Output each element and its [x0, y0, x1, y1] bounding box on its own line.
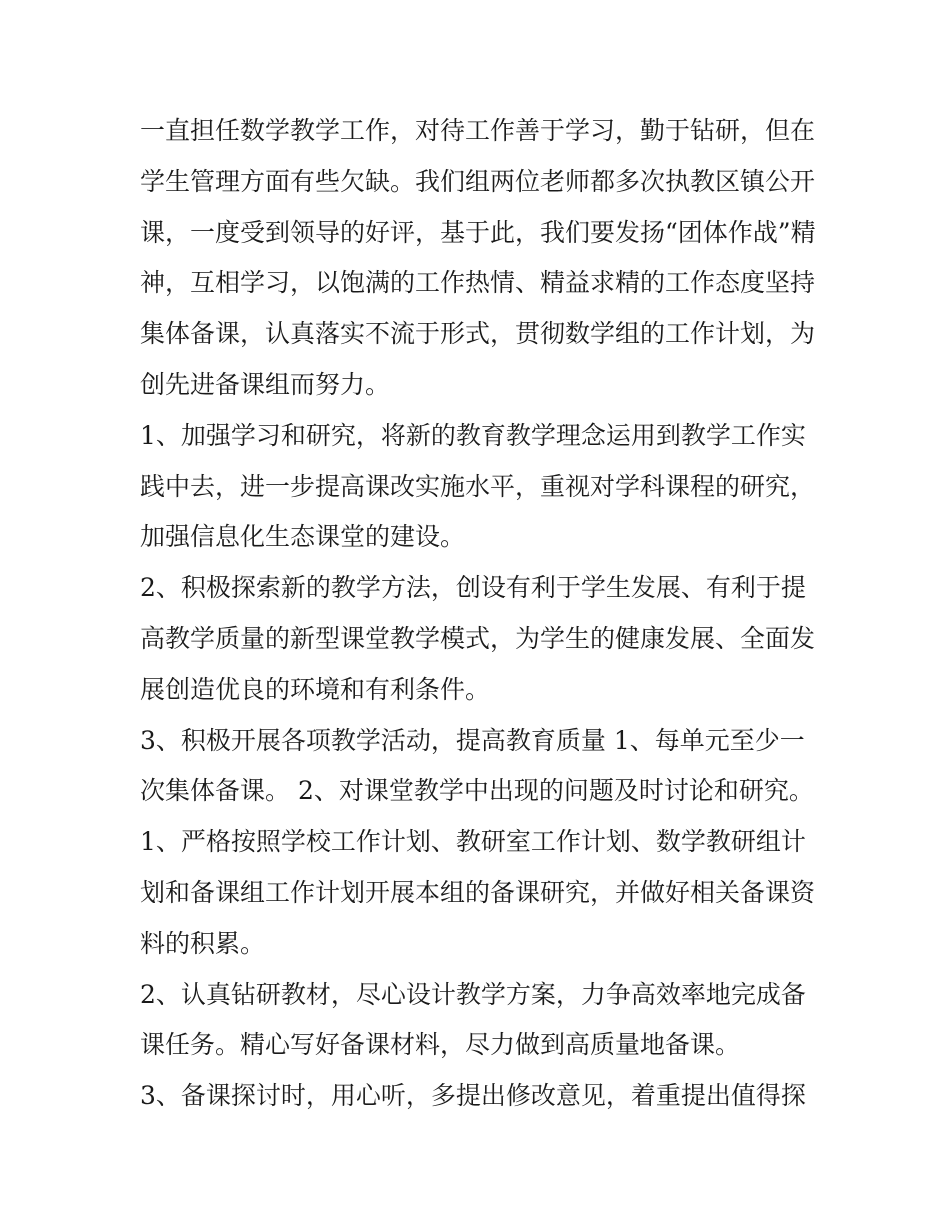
- text-line: 一直担任数学教学工作，对待工作善于学习，勤于钻研，但在: [140, 116, 816, 145]
- text-line: 神，互相学习，以饱满的工作热情、精益求精的工作态度坚持: [140, 268, 816, 298]
- text-line: 料的积累。: [140, 928, 266, 958]
- paragraph-item-1-plan: [140, 817, 830, 969]
- paragraph-item-3-activities: [140, 716, 830, 818]
- text-line: 高教学质量的新型课堂教学模式，为学生的健康发展、全面发: [140, 623, 816, 653]
- text-line: 3、积极开展各项教学活动，提高教育质量 1、每单元至少一: [140, 725, 805, 755]
- text-line: 学生管理方面有些欠缺。我们组两位老师都多次执教区镇公开: [140, 166, 816, 196]
- text-line: 集体备课，认真落实不流于形式，贯彻数学组的工作计划，为: [140, 319, 816, 349]
- paragraph-item-2-methods: [140, 563, 830, 715]
- text-line: 践中去，进一步提高课改实施水平，重视对学科课程的研究，: [140, 471, 816, 501]
- text-line: 划和备课组工作计划开展本组的备课研究，并做好相关备课资: [140, 877, 816, 907]
- text-line: 3、备课探讨时，用心听，多提出修改意见，着重提出值得探: [140, 1081, 806, 1111]
- document-body: [140, 106, 830, 1122]
- paragraph-intro: [140, 106, 830, 411]
- paragraph-item-3-discussion: [140, 1071, 830, 1122]
- text-line: 次集体备课。 2、对课堂教学中出现的问题及时讨论和研究。: [140, 776, 814, 806]
- text-line: 加强信息化生态课堂的建设。: [140, 522, 466, 552]
- text-line: 2、认真钻研教材，尽心设计教学方案，力争高效率地完成备: [140, 979, 806, 1009]
- text-line: 课任务。精心写好备课材料，尽力做到高质量地备课。: [140, 1030, 741, 1060]
- text-line: 2、积极探索新的教学方法，创设有利于学生发展、有利于提: [140, 573, 806, 603]
- text-line: 课，一度受到领导的好评，基于此，我们要发扬“团体作战”精: [140, 217, 816, 247]
- paragraph-item-1-study: [140, 411, 830, 563]
- text-line: 展创造优良的环境和有利条件。: [140, 674, 491, 704]
- text-line: 创先进备课组而努力。: [140, 369, 391, 399]
- paragraph-item-2-materials: [140, 970, 830, 1072]
- text-line: 1、严格按照学校工作计划、教研室工作计划、数学教研组计: [140, 827, 806, 857]
- text-line: 1、加强学习和研究，将新的教育教学理念运用到教学工作实: [140, 420, 806, 450]
